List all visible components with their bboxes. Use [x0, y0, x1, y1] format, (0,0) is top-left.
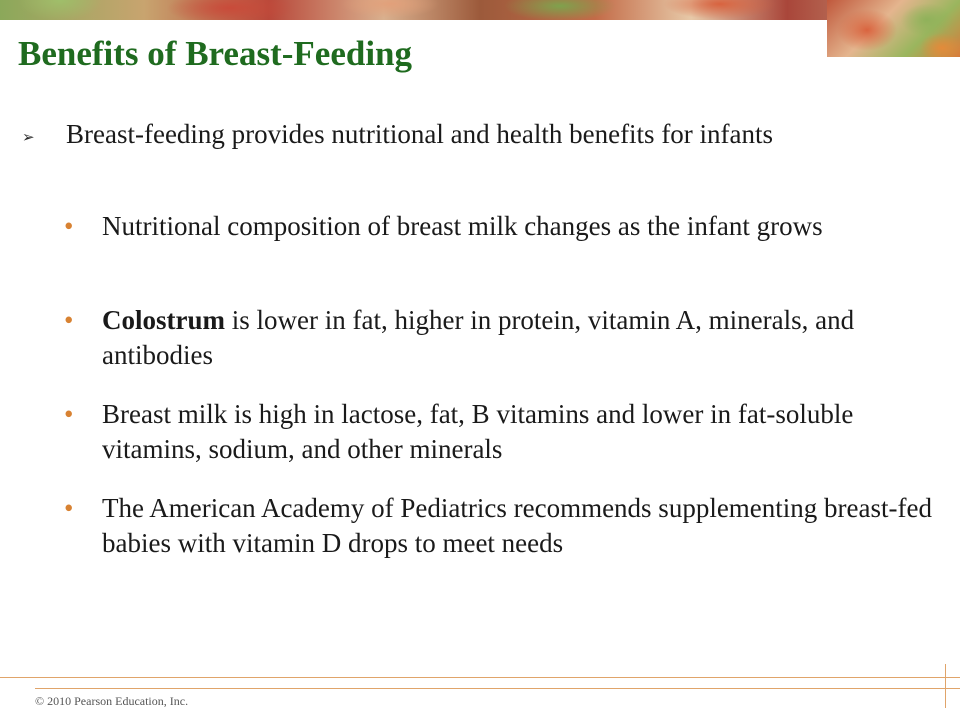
slide-title: Benefits of Breast-Feeding: [18, 34, 413, 73]
sub-point-3: Breast milk is high in lactose, fat, B vitamins and lower in fat-soluble vitamins, sodium, and other minerals: [102, 399, 854, 464]
footer-rule-top: [0, 677, 960, 678]
dot-bullet-icon: •: [64, 305, 74, 335]
dot-bullet-icon: •: [64, 211, 74, 241]
dot-bullet-icon: •: [64, 399, 74, 429]
footer-rule-vertical: [945, 664, 946, 708]
arrow-bullet-icon: ➢: [22, 130, 35, 146]
sub-point-2-text: is lower in fat, higher in protein, vitamin A, minerals, and antibodies: [102, 305, 855, 370]
copyright-notice: © 2010 Pearson Education, Inc.: [35, 694, 189, 708]
colostrum-term: Colostrum: [102, 305, 225, 335]
food-photo-banner: [0, 0, 960, 20]
sub-point-1: Nutritional composition of breast milk changes as the infant grows: [102, 211, 823, 241]
sub-point-2: [102, 303, 942, 373]
dot-bullet-icon: •: [64, 493, 74, 523]
sub-point-4: The American Academy of Pediatrics recommends supplementing breast-fed babies with vitamin D drops to meet needs: [102, 493, 932, 558]
main-point: Breast-feeding provides nutritional and health benefits for infants: [66, 119, 774, 149]
footer-rule-bottom: [35, 688, 960, 689]
food-photo-corner: [827, 0, 960, 57]
